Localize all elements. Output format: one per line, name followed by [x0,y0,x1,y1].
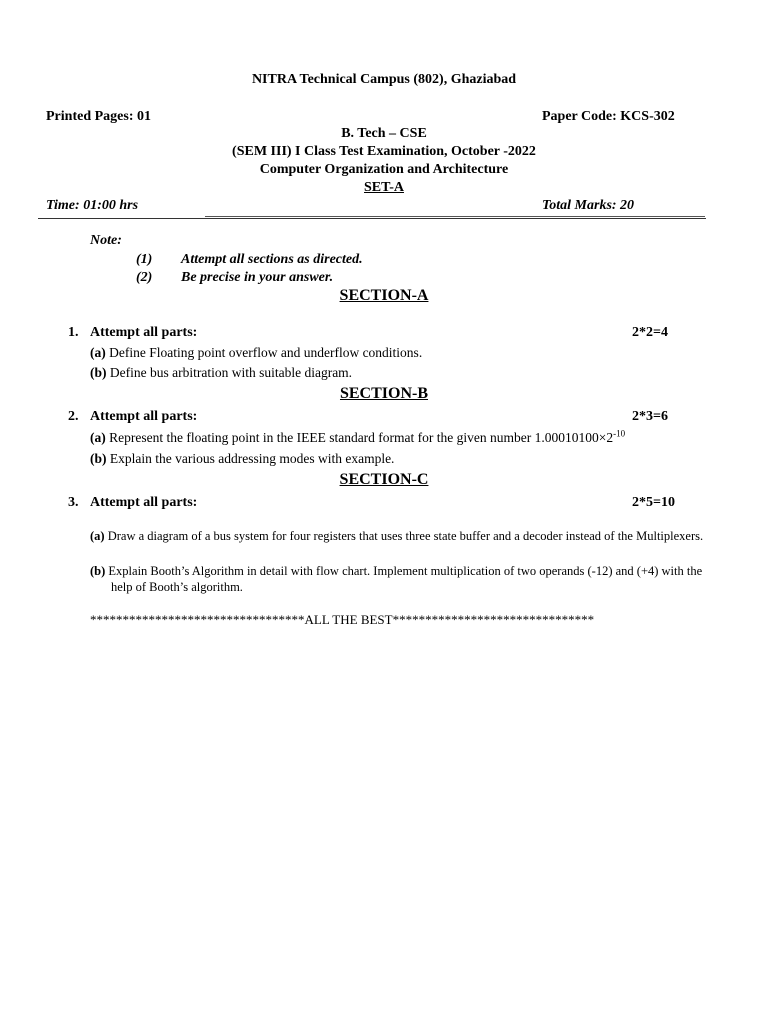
exam-time: Time: 01:00 hrs [46,198,139,213]
part-text: Explain the various addressing modes with example. [109,451,395,466]
note-label: Note: [90,233,122,248]
question-text: Attempt all parts: [90,495,198,510]
footer-message: *********************************ALL THE BEST******************************* [90,612,595,627]
paper-code: Paper Code: KCS-302 [542,109,675,124]
part-text: Represent the floating point in the IEEE standard format for the given number 1.00010100×2 [109,430,614,445]
question-part [90,528,721,544]
part-label: (b) [90,365,107,380]
total-marks: Total Marks: 20 [542,198,635,213]
question-text: Attempt all parts: [90,325,198,340]
question-part [90,563,721,595]
section-title: SECTION-C [339,471,429,488]
note-item-text: Be precise in your answer. [181,270,334,285]
header-divider [38,218,706,219]
question-part [90,365,700,381]
question-part [90,451,700,467]
part-text: Explain Booth’s Algorithm in detail with flow chart. Implement multiplication of two operands (-12) and (+4) with the help of Booth’s algorithm. [108,564,703,594]
question-marks: 2*3=6 [632,409,668,424]
exam-title: (SEM III) I Class Test Examination, October -2022 [232,144,536,159]
section-title: SECTION-B [339,385,429,402]
part-label: (a) [90,430,106,445]
exponent: -10 [613,428,626,439]
question-part [90,430,700,446]
part-text: Define bus arbitration with suitable diagram. [109,365,353,380]
subject-title: Computer Organization and Architecture [259,162,509,177]
institute-name: NITRA Technical Campus (802), Ghaziabad [251,72,517,87]
part-text: Define Floating point overflow and underflow conditions. [109,345,423,360]
question-part [90,345,700,361]
question-number: 1. [68,325,79,340]
part-label: (a) [90,529,105,543]
part-text: Draw a diagram of a bus system for four registers that uses three state buffer and a decoder instead of the Multiplexers. [107,529,704,543]
part-label: (b) [90,564,106,578]
question-marks: 2*5=10 [632,495,675,510]
question-number: 3. [68,495,79,510]
note-item-text: Attempt all sections as directed. [181,252,363,267]
part-label: (a) [90,345,106,360]
course-name: B. Tech – CSE [341,126,427,141]
question-marks: 2*2=4 [632,325,668,340]
section-title: SECTION-A [339,287,429,304]
header-divider-upper [205,216,705,217]
question-text: Attempt all parts: [90,409,198,424]
part-label: (b) [90,451,107,466]
printed-pages: Printed Pages: 01 [46,109,151,124]
question-number: 2. [68,409,79,424]
set-label: SET-A [364,180,404,195]
note-item-number: (2) [136,270,153,285]
note-item-number: (1) [136,252,153,267]
